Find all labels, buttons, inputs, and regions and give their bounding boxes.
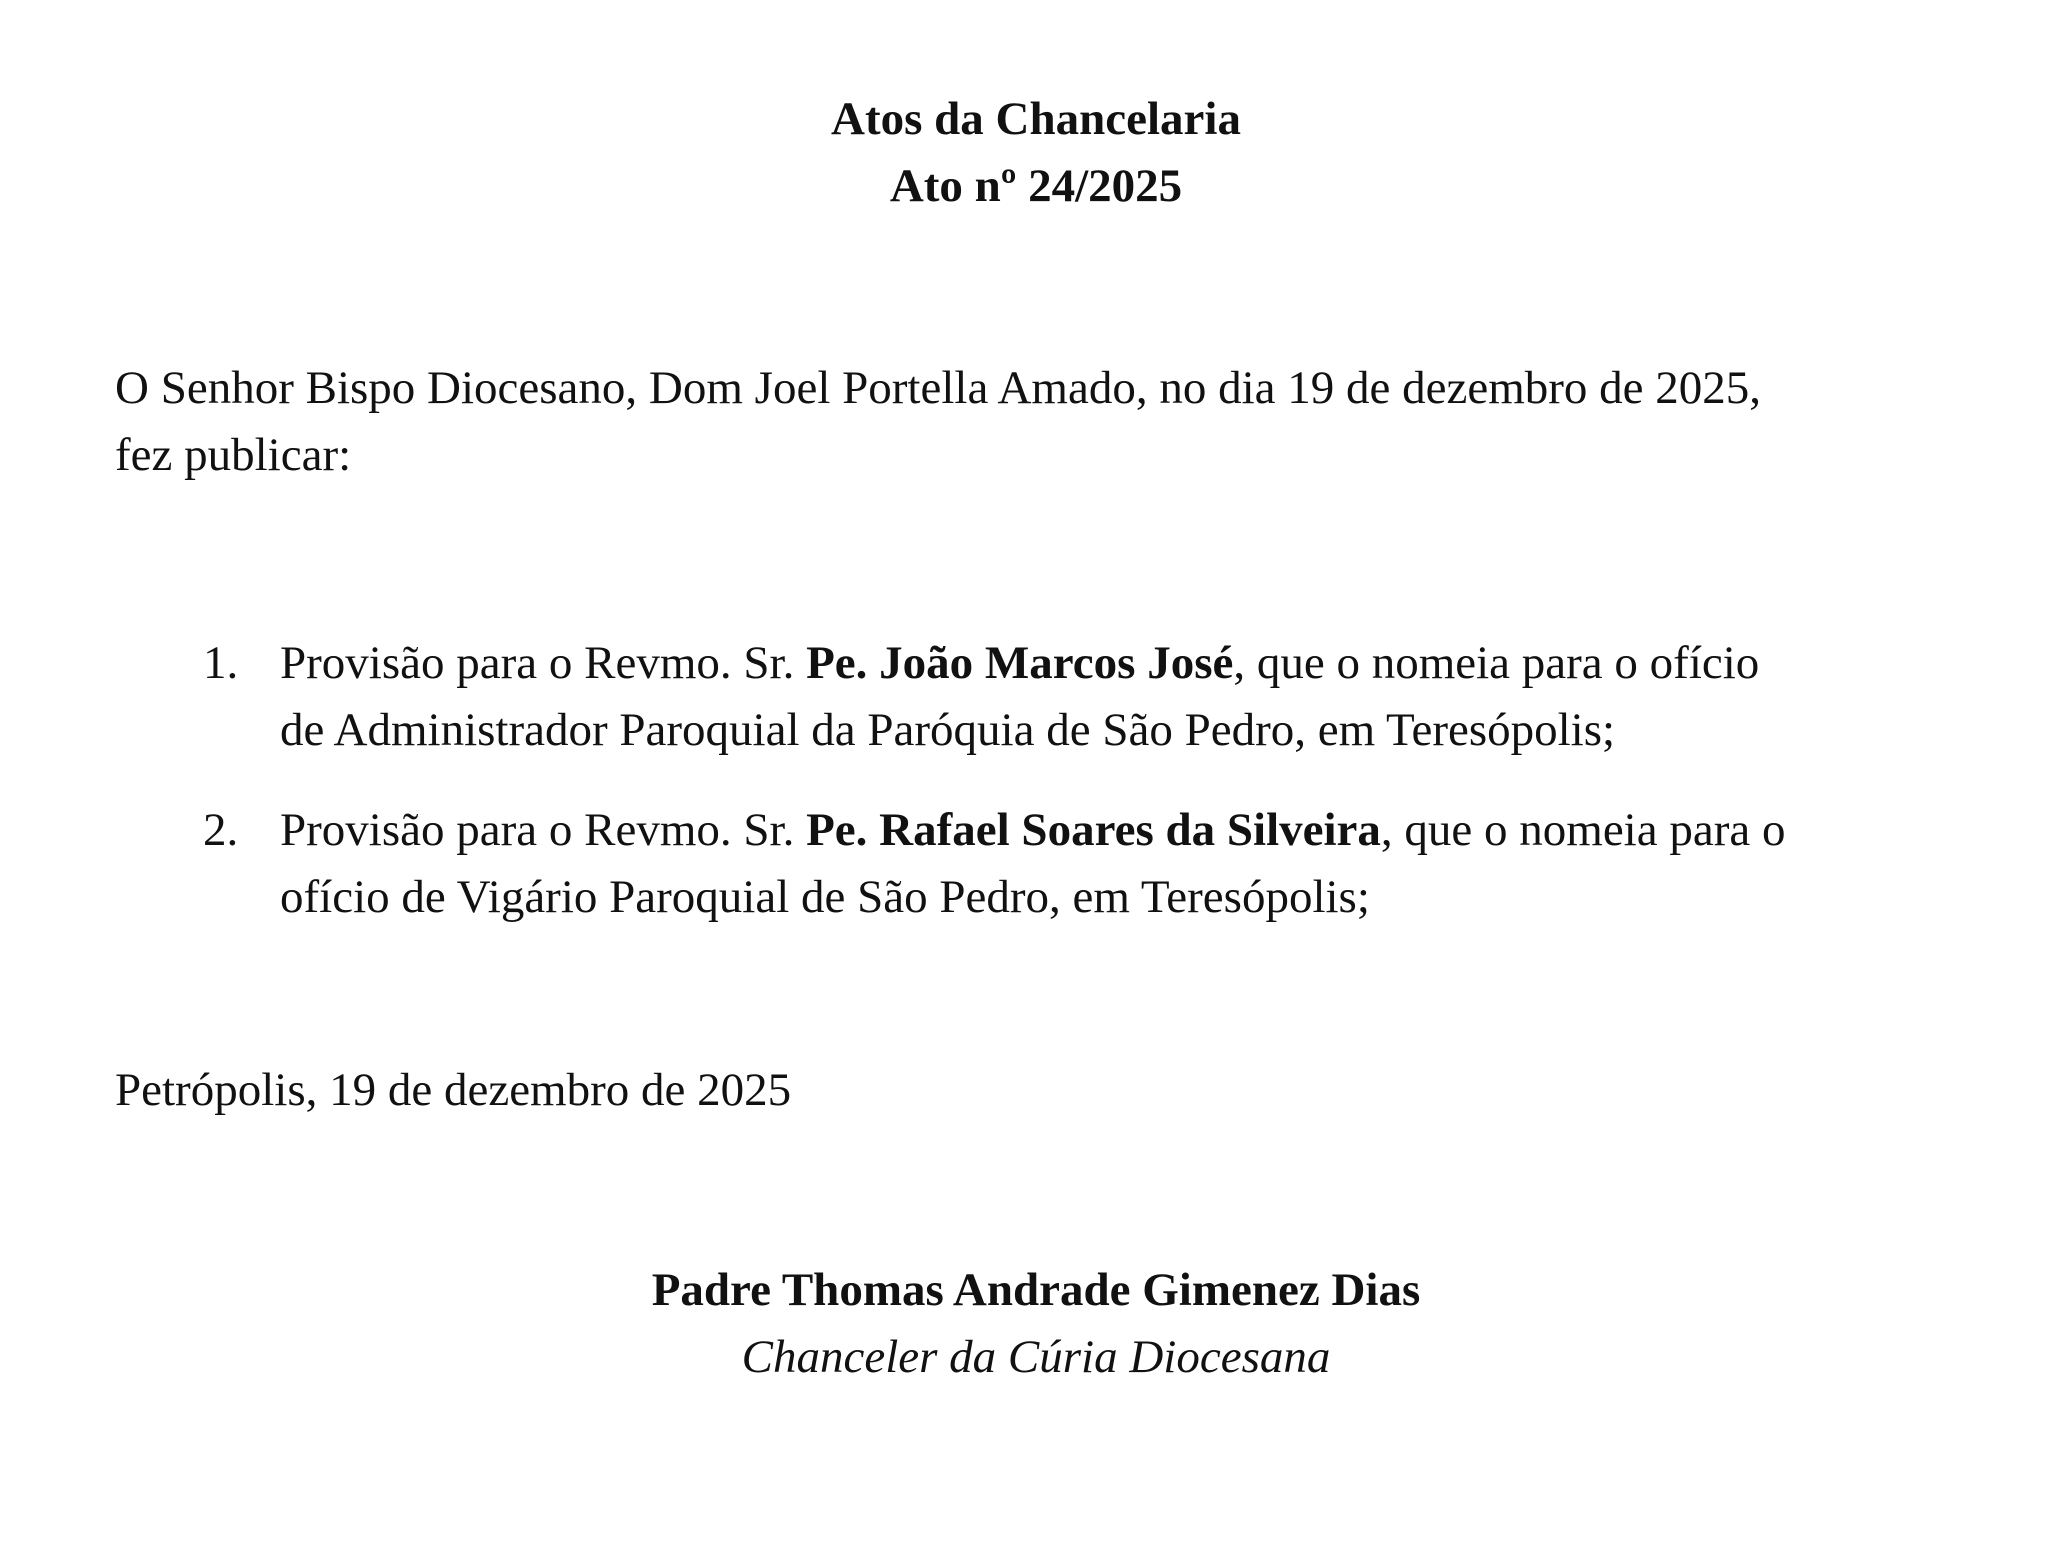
list-item (115, 797, 1915, 931)
intro-line-2: fez publicar: (115, 429, 352, 481)
list-item-number: 2. (203, 804, 239, 856)
signatory-role: Chanceler da Cúria Diocesana (741, 1331, 1331, 1383)
list-item-line-2: ofício de Vigário Paroquial de São Pedro, em Teresópolis; (280, 871, 1370, 923)
list-item (115, 630, 1915, 764)
list-item-suffix: , que o nomeia para o (1380, 804, 1786, 856)
list-item-suffix: , que o nomeia para o ofício (1233, 637, 1760, 689)
signatory-name: Padre Thomas Andrade Gimenez Dias (651, 1264, 1421, 1316)
document-title: Atos da Chancelaria (831, 93, 1241, 145)
document-header (0, 86, 2072, 220)
signature-block (0, 1257, 2072, 1391)
list-item-name: Pe. Rafael Soares da Silveira (806, 804, 1381, 856)
list-item-number: 1. (203, 637, 239, 689)
place-date: Petrópolis, 19 de dezembro de 2025 (115, 1064, 792, 1116)
list-item-line-2: de Administrador Paroquial da Paróquia de São Pedro, em Teresópolis; (280, 704, 1616, 756)
list-item-name: Pe. João Marcos José (806, 637, 1234, 689)
provisions-list (115, 630, 1915, 964)
list-item-prefix: Provisão para o Revmo. Sr. (280, 637, 807, 689)
intro-paragraph (115, 355, 1975, 489)
list-item-prefix: Provisão para o Revmo. Sr. (280, 804, 807, 856)
act-number: Ato nº 24/2025 (889, 160, 1183, 212)
intro-line-1: O Senhor Bispo Diocesano, Dom Joel Portella Amado, no dia 19 de dezembro de 2025, (115, 362, 1762, 414)
